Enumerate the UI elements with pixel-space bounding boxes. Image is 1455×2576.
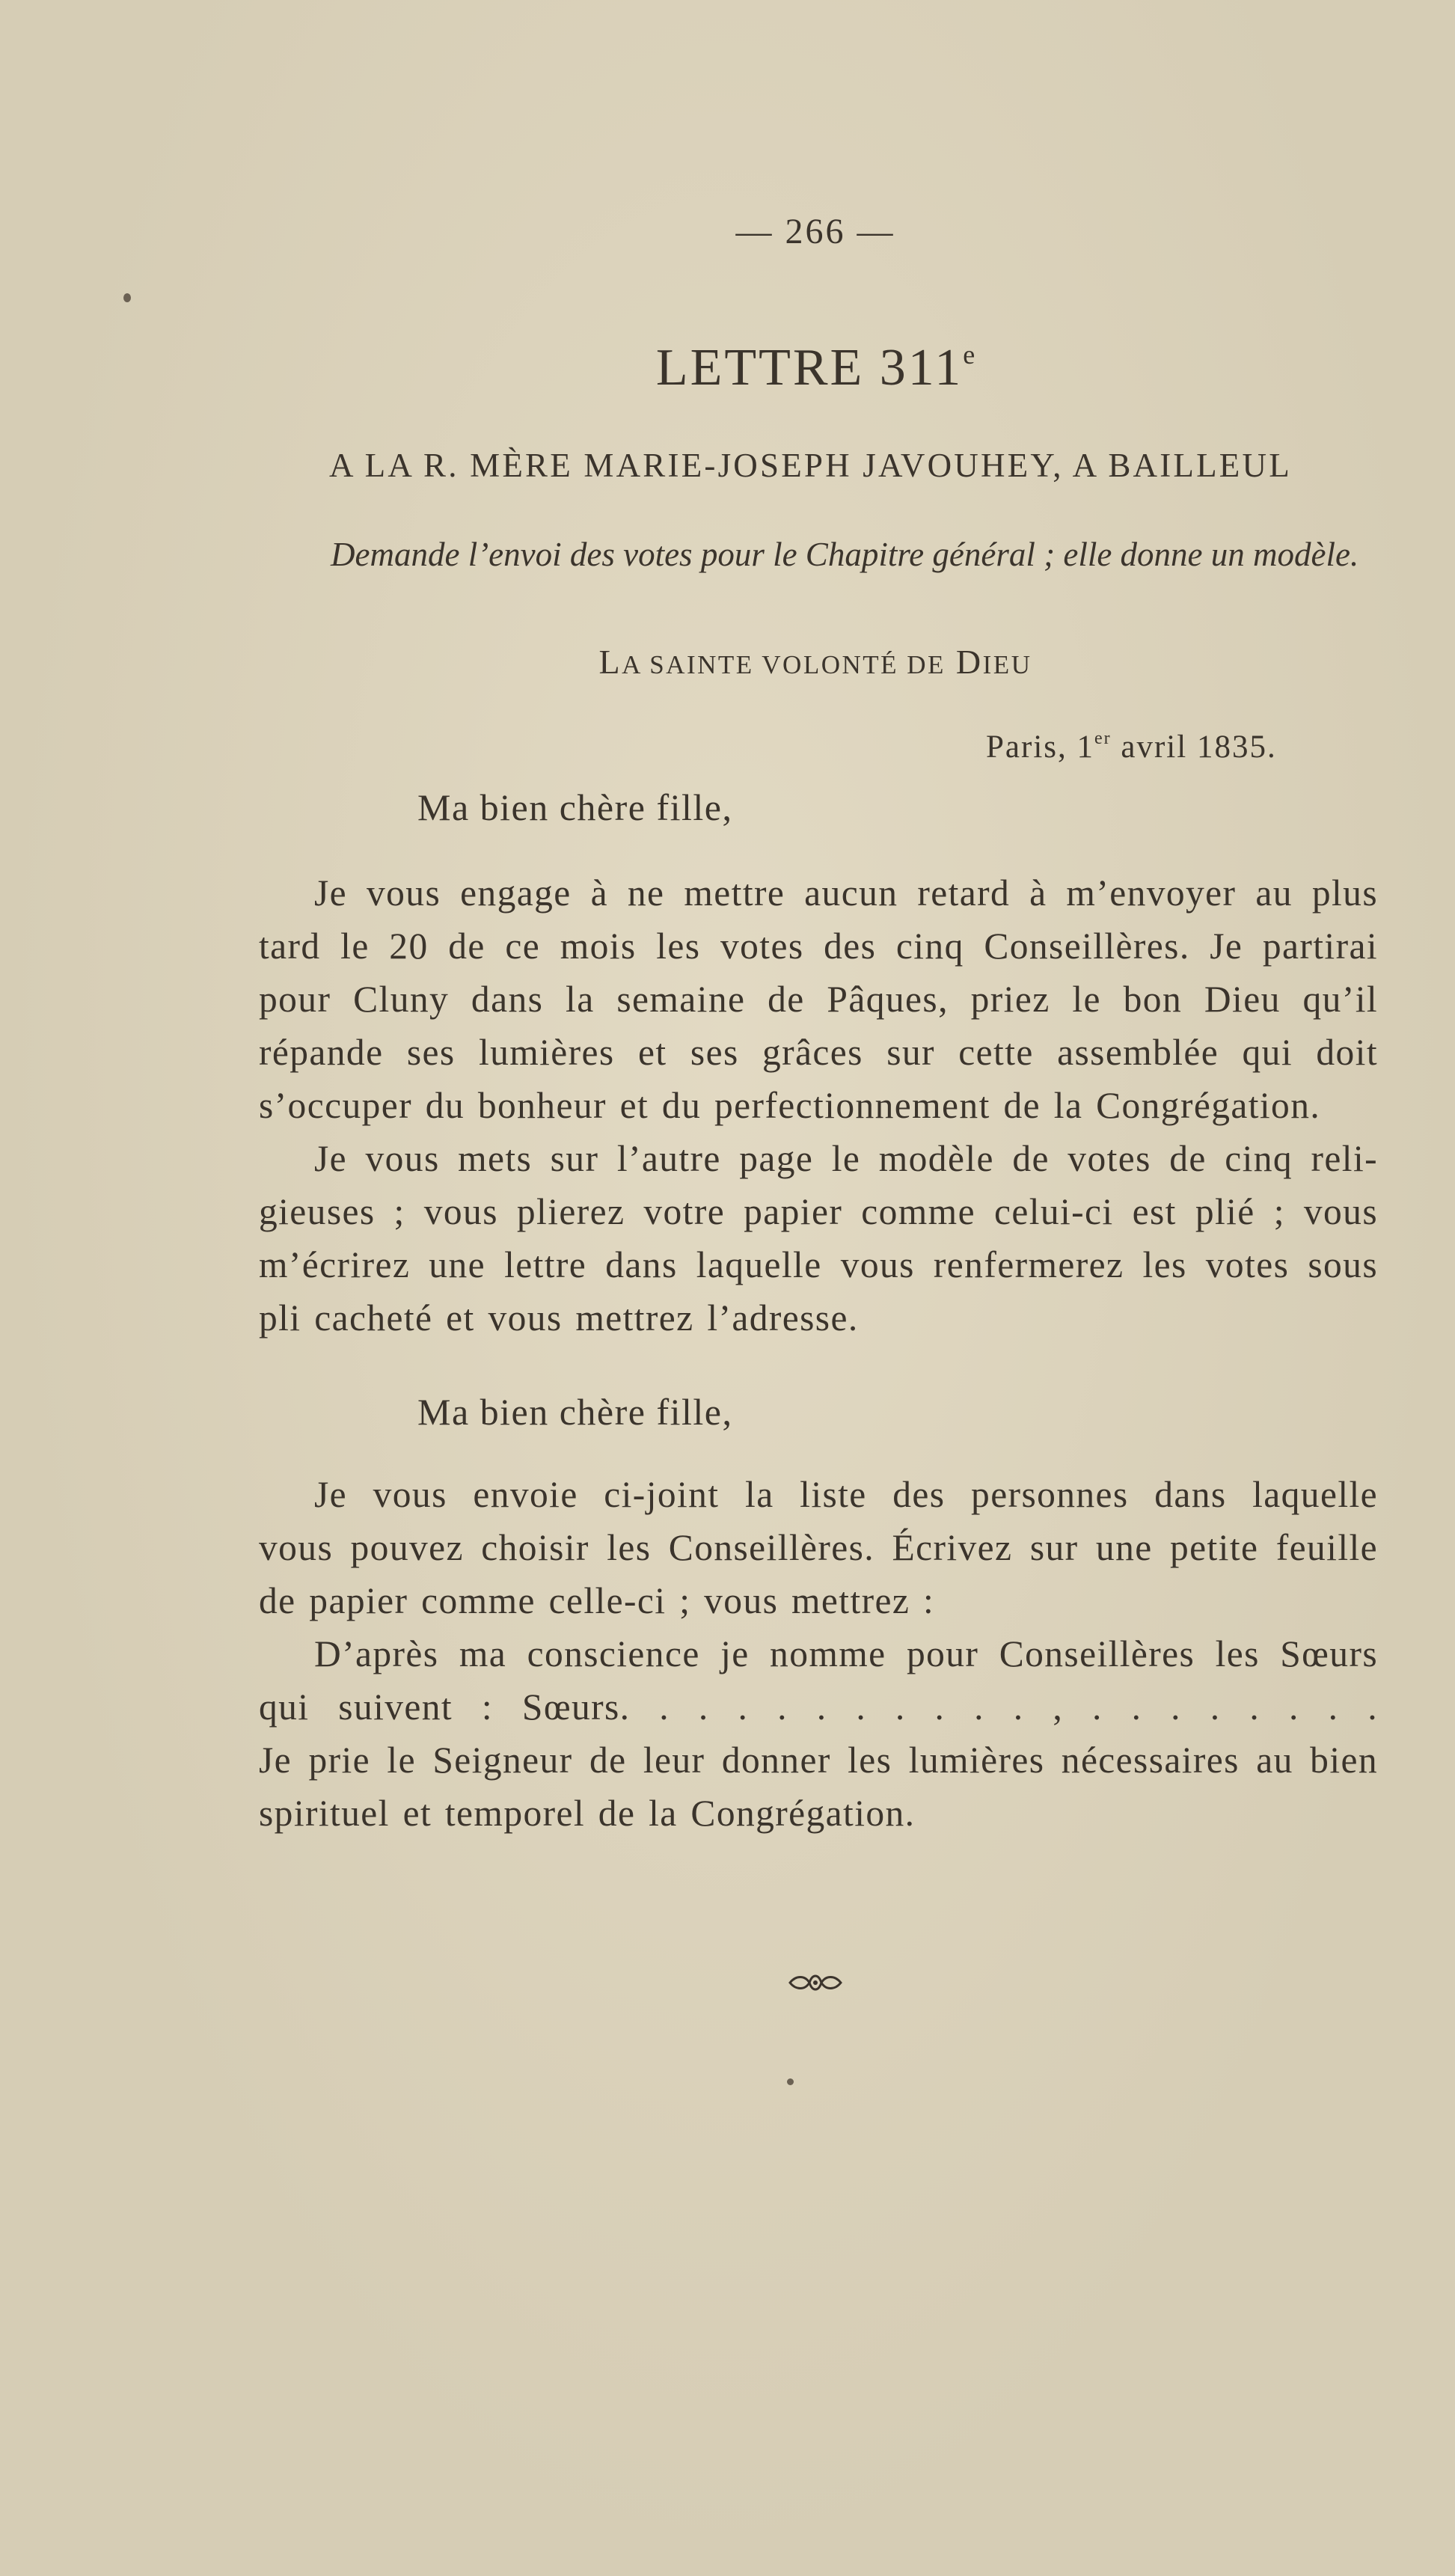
paragraph-3-line: vous pouvez choisir les Conseillères. Écrivez sur une petite feuille [259,1527,1378,1568]
letter-title-superscript: e [963,340,975,370]
paragraph-1-line: s’occuper du bonheur et du perfectionnement de la Congrégation. [259,1085,1321,1126]
paper-speck [787,2078,794,2085]
paragraph-4-line: D’après ma conscience je nomme pour Conseillères les Sœurs [314,1633,1378,1674]
letter-addressee: A LA R. MÈRE MARIE-JOSEPH JAVOUHEY, A BAILLEUL [329,447,1292,484]
paragraph-4-line: spirituel et temporel de la Congrégation. [259,1793,916,1834]
paragraph-2-line: m’écrirez une lettre dans laquelle vous renfermerez les votes sous [259,1244,1378,1285]
letter-dateline [986,729,1277,765]
paragraph-2-line: Je vous mets sur l’autre page le modèle de votes de cinq reli- [314,1138,1378,1179]
dateline-place: Paris, 1 [986,729,1094,765]
letter-title-text: LETTRE 311 [655,339,964,397]
motto-initial-a: L [598,643,622,681]
paragraph-2-line: pli cacheté et vous mettrez l’adresse. [259,1297,859,1339]
letter-summary [259,531,1378,578]
paragraph-4-line: Je prie le Seigneur de leur donner les lumières nécessaires au bien [259,1740,1378,1781]
motto-rest-a: A SAINTE VOLONTÉ DE [622,650,946,679]
fleuron-ornament-icon [787,1969,844,1996]
paragraph-4 [259,1627,1378,1840]
paragraph-2-line: gieuses ; vous plierez votre papier comme celui-ci est plié ; vous [259,1191,1378,1232]
letter-summary-text: Demande l’envoi des votes pour le Chapitre général ; elle donne un modèle. [331,536,1359,573]
paragraph-3-line: Je vous envoie ci-joint la liste des personnes dans laquelle [314,1474,1378,1515]
motto-rest-b: IEU [982,650,1032,679]
salutation-second: Ma bien chère fille, [417,1391,733,1433]
paper-speck [123,293,131,302]
paragraph-1-line: Je vous engage à ne mettre aucun retard à m’envoyer au plus [314,872,1378,914]
paragraph-4-line: qui suivent : Sœurs. . . . . . . . . . . , . . . . . . . . [259,1686,1378,1728]
paragraph-1-line: répande ses lumières et ses grâces sur cette assemblée qui doit [259,1032,1378,1073]
motto-initial-b: D [955,643,983,681]
letter-title [0,338,1455,398]
salutation-first: Ma bien chère fille, [417,786,733,828]
dateline-superscript: er [1094,729,1112,748]
letter-motto [0,642,1455,682]
paragraph-1-line: pour Cluny dans la semaine de Pâques, priez le bon Dieu qu’il [259,979,1378,1020]
page-number: — 266 — [735,212,895,251]
paragraph-3 [259,1468,1378,1627]
paragraph-1 [259,866,1378,1132]
paragraph-1-line: tard le 20 de ce mois les votes des cinq Conseillères. Je partirai [259,926,1378,967]
paragraph-2 [259,1132,1378,1344]
paragraph-3-line: de papier comme celle-ci ; vous mettrez : [259,1580,935,1621]
dateline-date: avril 1835. [1121,729,1277,765]
